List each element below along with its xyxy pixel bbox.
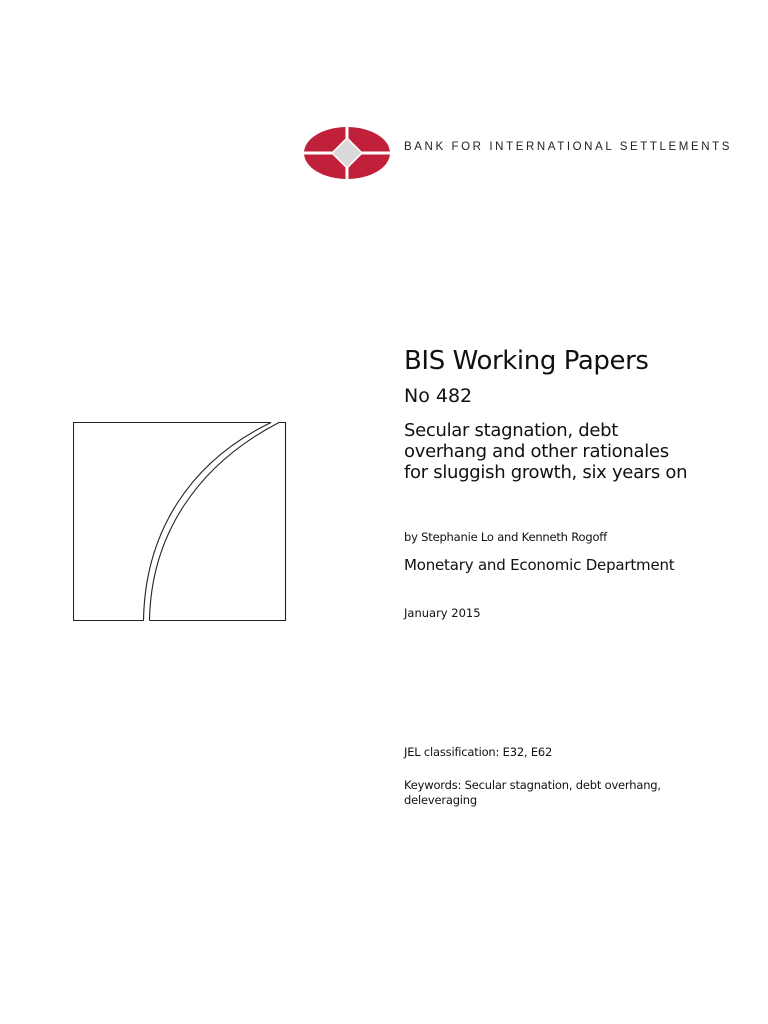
department: Monetary and Economic Department xyxy=(404,556,675,574)
keywords xyxy=(404,778,724,808)
organization-name: BANK FOR INTERNATIONAL SETTLEMENTS xyxy=(404,141,733,153)
series-title: BIS Working Papers xyxy=(404,346,649,376)
bis-logo-icon xyxy=(304,127,390,179)
keywords-line: Keywords: Secular stagnation, debt overhang, xyxy=(404,778,661,792)
paper-title-line: for sluggish growth, six years on xyxy=(404,462,688,483)
paper-title-line: Secular stagnation, debt xyxy=(404,420,618,441)
cover-arc-graphic xyxy=(73,421,287,622)
jel-classification: JEL classification: E32, E62 xyxy=(404,745,553,759)
authors: by Stephanie Lo and Kenneth Rogoff xyxy=(404,530,607,544)
paper-number: No 482 xyxy=(404,385,473,407)
paper-title xyxy=(404,420,744,483)
paper-title-line: overhang and other rationales xyxy=(404,441,669,462)
publication-date: January 2015 xyxy=(404,606,481,620)
keywords-line: deleveraging xyxy=(404,793,477,807)
